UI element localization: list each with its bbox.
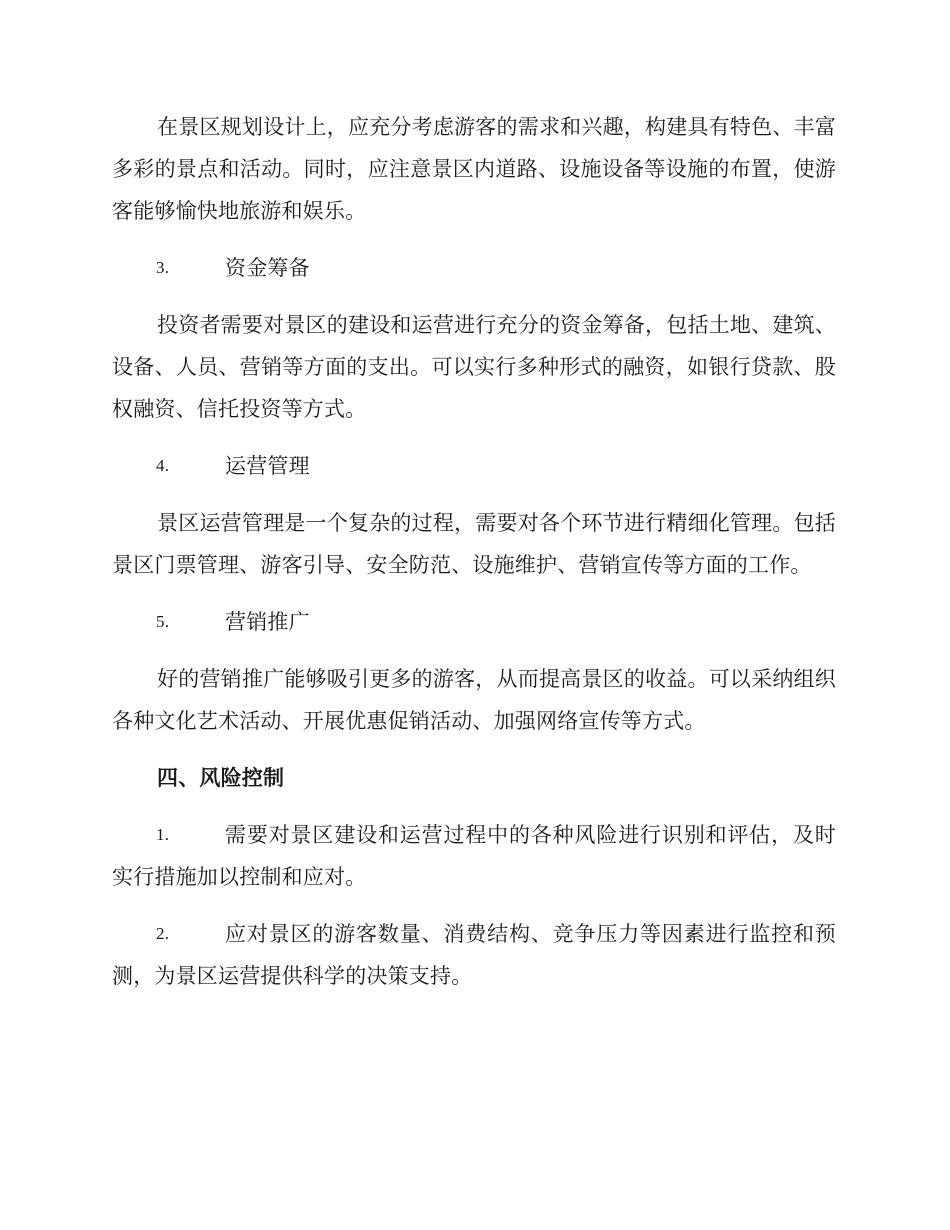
list-item-risk-identification xyxy=(112,814,836,898)
list-item-marketing xyxy=(112,601,836,643)
document-body xyxy=(112,106,836,1012)
list-item-text: 应对景区的游客数量、消费结构、竞争压力等因素进行监控和预测，为景区运营提供科学的决策支持。 xyxy=(112,922,836,988)
list-item-title: 资金筹备 xyxy=(225,256,310,280)
list-item-funding xyxy=(112,247,836,289)
list-item-title: 营销推广 xyxy=(225,610,310,634)
list-item-operations xyxy=(112,445,836,487)
paragraph-operations: 景区运营管理是一个复杂的过程，需要对各个环节进行精细化管理。包括景区门票管理、游客引导、安全防范、设施维护、营销宣传等方面的工作。 xyxy=(112,511,836,577)
list-number: 1. xyxy=(156,825,170,844)
list-number: 2. xyxy=(156,924,170,943)
list-number: 4. xyxy=(156,456,170,475)
list-item-risk-monitoring xyxy=(112,913,836,997)
section-heading-risk-control: 四、风险控制 xyxy=(157,765,285,790)
paragraph-funding: 投资者需要对景区的建设和运营进行充分的资金筹备，包括土地、建筑、设备、人员、营销等方面的支出。可以实行多种形式的融资，如银行贷款、股权融资、信托投资等方式。 xyxy=(112,313,836,421)
list-number: 5. xyxy=(156,612,170,631)
list-item-text: 需要对景区建设和运营过程中的各种风险进行识别和评估，及时实行措施加以控制和应对。 xyxy=(112,823,836,889)
list-number: 3. xyxy=(156,258,170,277)
list-item-title: 运营管理 xyxy=(225,454,310,478)
paragraph-planning-design: 在景区规划设计上，应充分考虑游客的需求和兴趣，构建具有特色、丰富多彩的景点和活动。同时，应注意景区内道路、设施设备等设施的布置，使游客能够愉快地旅游和娱乐。 xyxy=(112,115,836,223)
paragraph-marketing: 好的营销推广能够吸引更多的游客，从而提高景区的收益。可以采纳组织各种文化艺术活动、开展优惠促销活动、加强网络宣传等方式。 xyxy=(112,667,836,733)
